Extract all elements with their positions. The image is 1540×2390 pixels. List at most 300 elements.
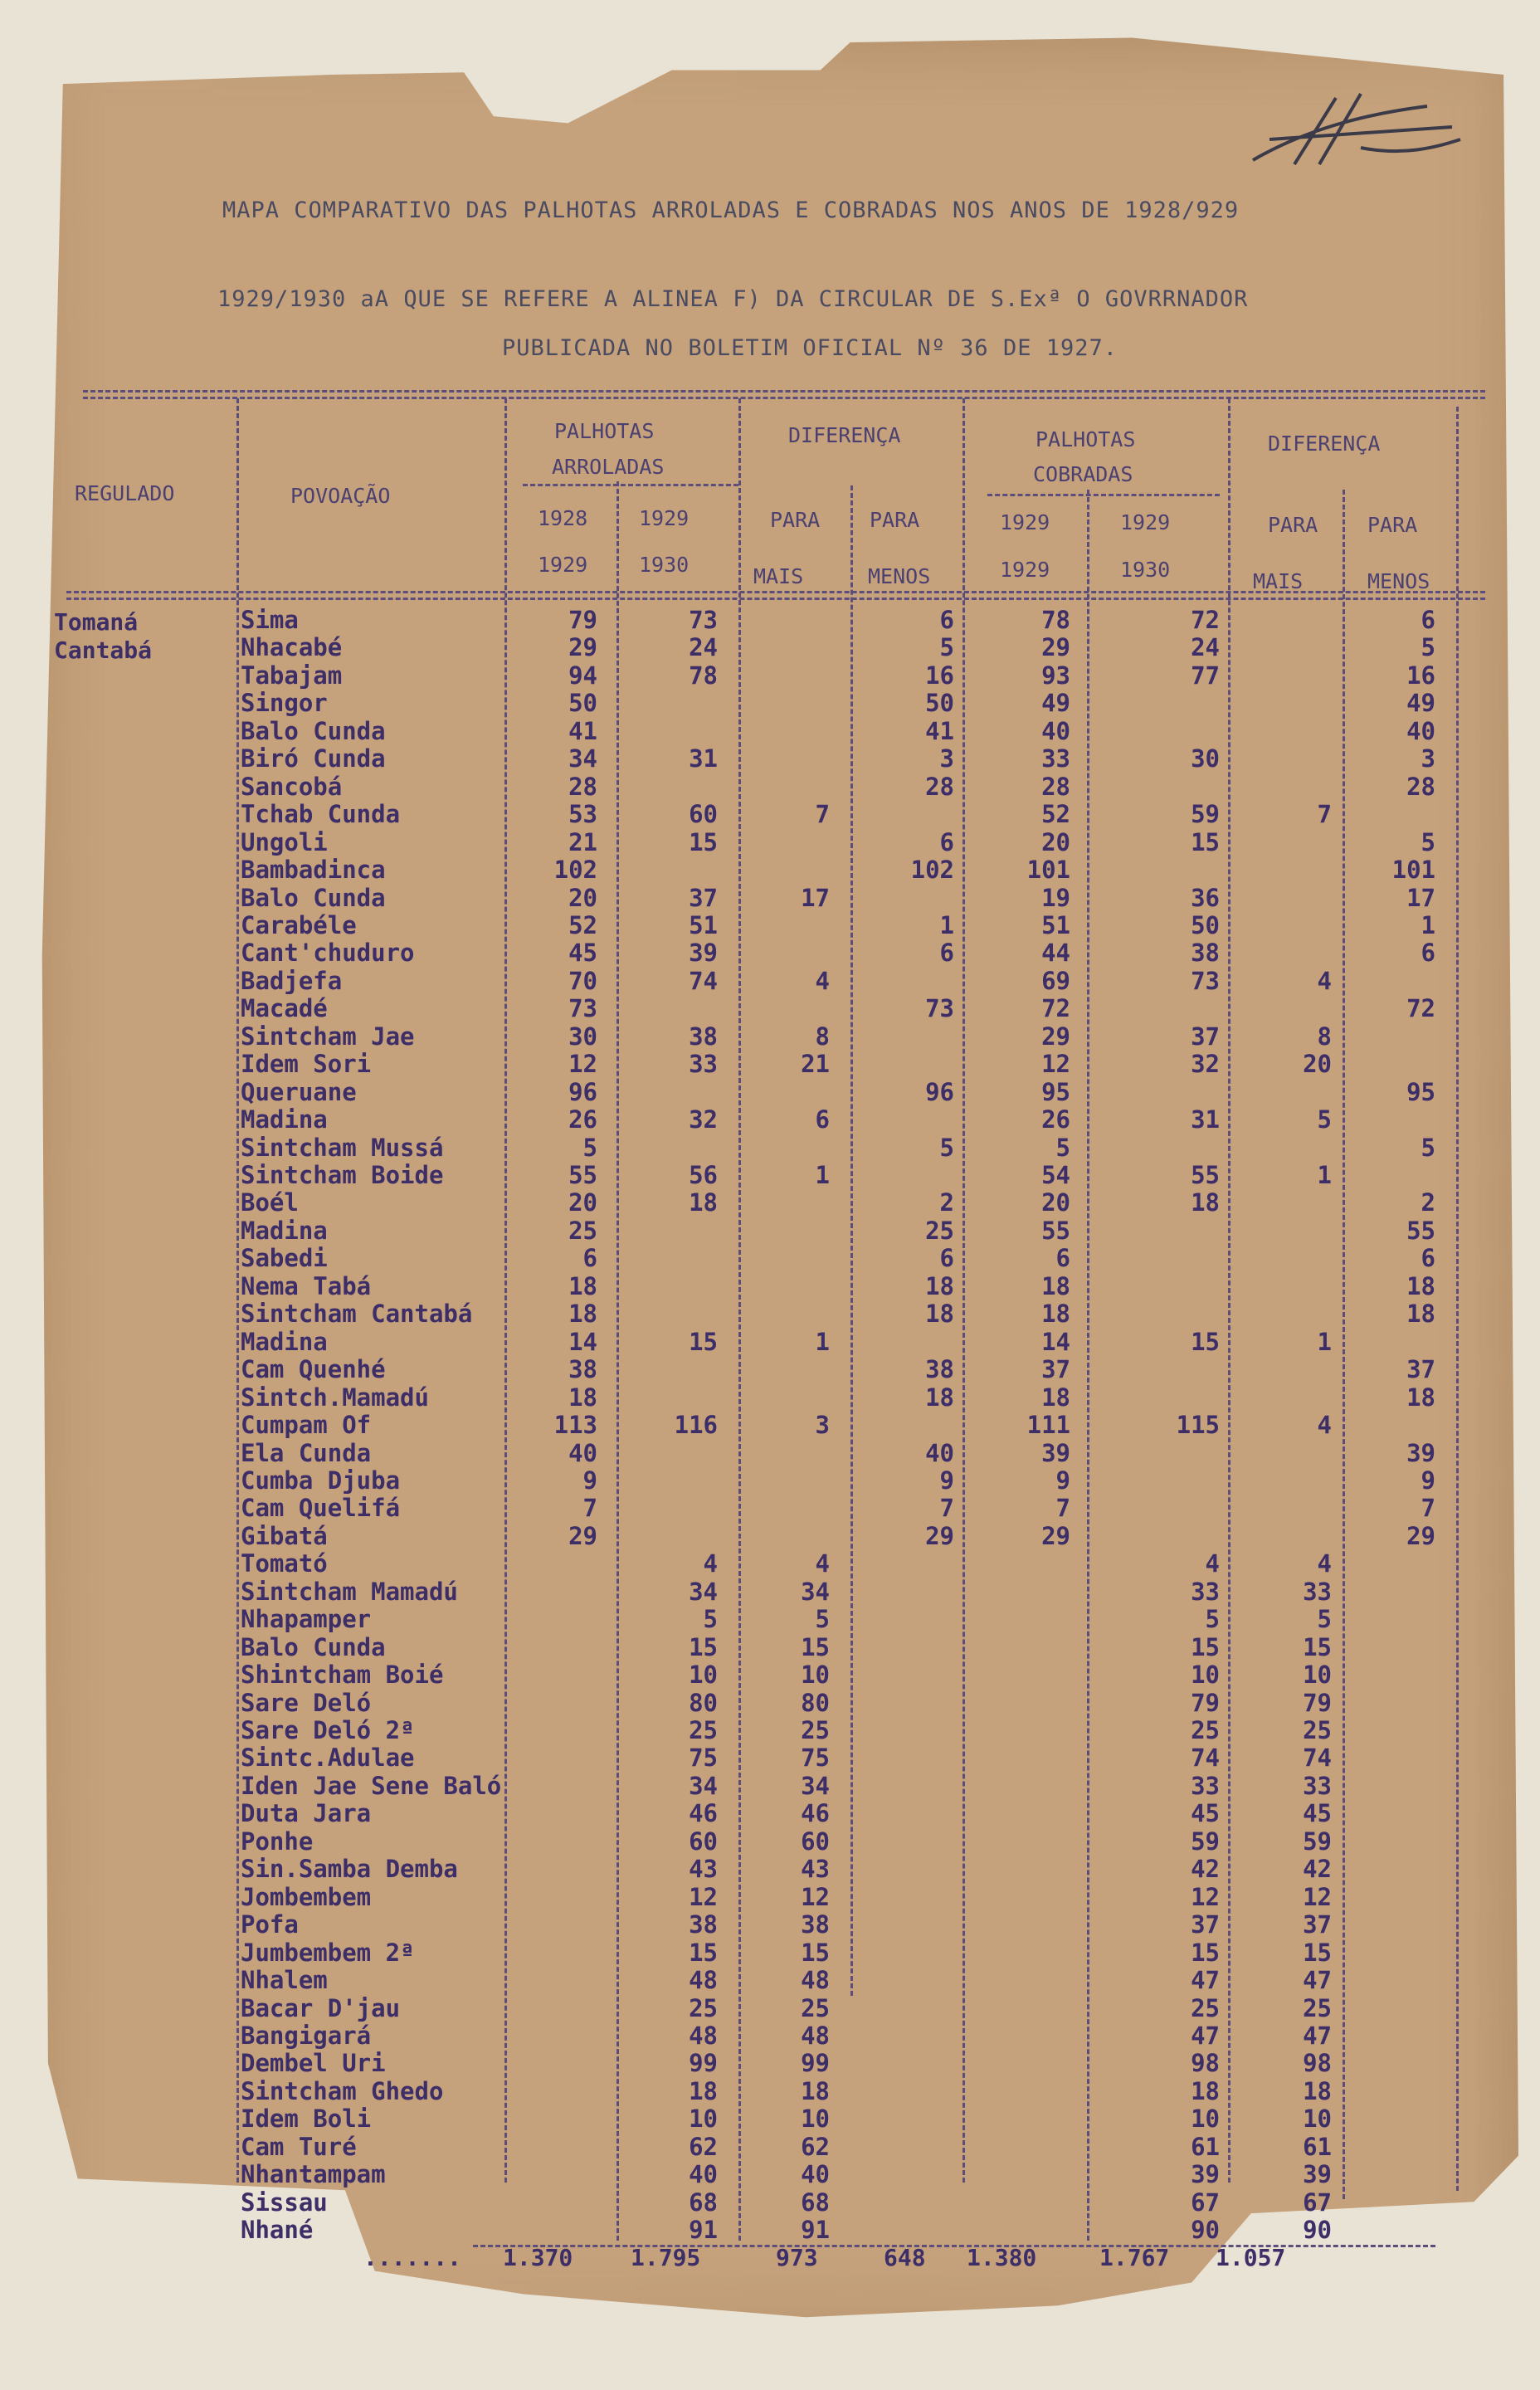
total-arroladas-1929: 1.795 bbox=[631, 2244, 701, 2271]
cobradas-1929-cell: 54 bbox=[1041, 1161, 1070, 1189]
dif-para-mais-cell: 6 bbox=[815, 1105, 830, 1134]
table-row bbox=[0, 995, 1540, 1022]
dif2-para-menos-cell: 3 bbox=[1421, 744, 1435, 773]
arroladas-1928-cell: 53 bbox=[568, 800, 597, 829]
table-row bbox=[0, 2161, 1540, 2188]
dif2-para-mais-cell: 4 bbox=[1317, 966, 1332, 995]
dif2-para-menos-cell: 17 bbox=[1406, 883, 1435, 912]
dif2-para-mais-cell: 25 bbox=[1303, 1993, 1332, 2022]
povoacao-cell: Sin.Samba Demba bbox=[241, 1855, 458, 1884]
povoacao-cell: Boél bbox=[241, 1188, 299, 1217]
povoacao-cell: Shintcham Boié bbox=[241, 1661, 444, 1690]
povoacao-cell: Nhané bbox=[241, 2216, 314, 2245]
dif2-para-menos-cell: 7 bbox=[1421, 1494, 1435, 1523]
povoacao-cell: Dembel Uri bbox=[241, 2049, 386, 2078]
header-year-1930: 1930 bbox=[639, 553, 690, 577]
dif-para-mais-cell: 1 bbox=[815, 1161, 830, 1189]
dif-para-menos-cell: 6 bbox=[939, 606, 954, 634]
cobradas-1930-cell: 37 bbox=[1191, 1022, 1220, 1051]
table-top-rule-2 bbox=[83, 397, 1485, 399]
total-dif-mais: 973 bbox=[776, 2244, 818, 2271]
cobradas-1930-cell: 25 bbox=[1191, 1993, 1220, 2022]
table-row bbox=[0, 1300, 1540, 1328]
cobradas-1930-cell: 33 bbox=[1191, 1771, 1220, 1800]
arroladas-1928-cell: 29 bbox=[568, 633, 597, 662]
povoacao-cell: Badjefa bbox=[241, 966, 343, 995]
cobradas-1929-cell: 95 bbox=[1041, 1077, 1070, 1106]
cobradas-1930-cell: 74 bbox=[1191, 1744, 1220, 1773]
dif-para-mais-cell: 1 bbox=[815, 1327, 830, 1356]
dif-para-menos-cell: 29 bbox=[925, 1521, 954, 1550]
povoacao-cell: Sima bbox=[241, 606, 299, 634]
table-row bbox=[0, 1245, 1540, 1272]
header-para-1: PARA bbox=[770, 508, 821, 532]
header-para-3: PARA bbox=[1268, 513, 1318, 537]
handwritten-signature bbox=[1236, 81, 1485, 181]
arroladas-1928-cell: 70 bbox=[568, 966, 597, 995]
table-row bbox=[0, 662, 1540, 690]
cobradas-1930-cell: 12 bbox=[1191, 1882, 1220, 1911]
cobradas-1929-cell: 29 bbox=[1041, 1521, 1070, 1550]
table-row bbox=[0, 1467, 1540, 1495]
table-row bbox=[0, 1717, 1540, 1744]
povoacao-cell: Iden Jae Sene Baló bbox=[241, 1771, 502, 1800]
dif-para-menos-cell: 18 bbox=[925, 1383, 954, 1412]
table-row bbox=[0, 1550, 1540, 1578]
table-row bbox=[0, 1189, 1540, 1217]
cobradas-1929-cell: 26 bbox=[1041, 1105, 1070, 1134]
cobradas-1929-cell: 37 bbox=[1041, 1355, 1070, 1384]
arroladas-1928-cell: 30 bbox=[568, 1022, 597, 1051]
header-cobr-1929a: 1929 bbox=[1000, 510, 1050, 534]
arroladas-1929-cell: 31 bbox=[689, 744, 718, 773]
dif-para-mais-cell: 99 bbox=[801, 2049, 830, 2078]
dif2-para-mais-cell: 37 bbox=[1303, 1910, 1332, 1939]
cobradas-1930-cell: 15 bbox=[1191, 1632, 1220, 1661]
dif2-para-mais-cell: 1 bbox=[1317, 1327, 1332, 1356]
dif-para-menos-cell: 73 bbox=[925, 994, 954, 1023]
header-regulado: REGULADO bbox=[75, 481, 175, 505]
arroladas-1929-cell: 24 bbox=[689, 633, 718, 662]
arroladas-1929-cell: 60 bbox=[689, 800, 718, 829]
arroladas-1929-cell: 75 bbox=[689, 1744, 718, 1773]
table-row bbox=[0, 1911, 1540, 1939]
dif-para-menos-cell: 102 bbox=[910, 856, 954, 885]
povoacao-cell: Tchab Cunda bbox=[241, 800, 401, 829]
cobradas-1929-cell: 29 bbox=[1041, 1022, 1070, 1051]
header-cobradas-1: PALHOTAS bbox=[1036, 427, 1136, 451]
dif-para-mais-cell: 40 bbox=[801, 2160, 830, 2189]
arroladas-1929-cell: 80 bbox=[689, 1688, 718, 1717]
total-arroladas-1928: 1.370 bbox=[503, 2244, 573, 2271]
arroladas-1928-cell: 18 bbox=[568, 1383, 597, 1412]
dif2-para-menos-cell: 18 bbox=[1406, 1271, 1435, 1300]
cobradas-1930-cell: 18 bbox=[1191, 2076, 1220, 2105]
povoacao-cell: Cumba Djuba bbox=[241, 1466, 401, 1495]
arroladas-1929-cell: 15 bbox=[689, 827, 718, 856]
table-row bbox=[0, 690, 1540, 717]
povoacao-cell: Gibatá bbox=[241, 1521, 328, 1550]
table-row bbox=[0, 2189, 1540, 2217]
dif2-para-mais-cell: 10 bbox=[1303, 2105, 1332, 2134]
cobradas-1929-cell: 78 bbox=[1041, 606, 1070, 634]
table-row bbox=[0, 1384, 1540, 1412]
cobradas-1930-cell: 38 bbox=[1191, 939, 1220, 968]
arroladas-1928-cell: 41 bbox=[568, 716, 597, 745]
cobradas-1930-cell: 115 bbox=[1176, 1411, 1220, 1440]
povoacao-cell: Balo Cunda bbox=[241, 1632, 386, 1661]
povoacao-cell: Madina bbox=[241, 1327, 328, 1356]
arroladas-1928-cell: 14 bbox=[568, 1327, 597, 1356]
table-row bbox=[0, 968, 1540, 995]
cobradas-1930-cell: 90 bbox=[1191, 2216, 1220, 2245]
arroladas-1929-cell: 56 bbox=[689, 1161, 718, 1189]
cobradas-1929-cell: 5 bbox=[1055, 1133, 1070, 1162]
arroladas-1929-cell: 43 bbox=[689, 1855, 718, 1884]
table-row bbox=[0, 1884, 1540, 1911]
cobradas-1929-cell: 6 bbox=[1055, 1244, 1070, 1273]
povoacao-cell: Cam Quenhé bbox=[241, 1355, 386, 1384]
regulado-name: Tomaná Cantabá bbox=[54, 608, 153, 664]
dif-para-menos-cell: 40 bbox=[925, 1438, 954, 1467]
dif2-para-mais-cell: 5 bbox=[1317, 1605, 1332, 1634]
table-row bbox=[0, 1217, 1540, 1245]
dif-para-mais-cell: 4 bbox=[815, 966, 830, 995]
arroladas-1928-cell: 29 bbox=[568, 1521, 597, 1550]
arroladas-1928-cell: 96 bbox=[568, 1077, 597, 1106]
table-row bbox=[0, 1773, 1540, 1800]
cobradas-1930-cell: 32 bbox=[1191, 1050, 1220, 1079]
arroladas-rule bbox=[523, 484, 738, 486]
dif-para-menos-cell: 6 bbox=[939, 939, 954, 968]
arroladas-1928-cell: 20 bbox=[568, 883, 597, 912]
povoacao-cell: Nhapamper bbox=[241, 1605, 372, 1634]
arroladas-1929-cell: 38 bbox=[689, 1022, 718, 1051]
dif2-para-menos-cell: 2 bbox=[1421, 1188, 1435, 1217]
povoacao-cell: Cumpam Of bbox=[241, 1411, 372, 1440]
cobradas-1930-cell: 42 bbox=[1191, 1855, 1220, 1884]
arroladas-1928-cell: 18 bbox=[568, 1271, 597, 1300]
povoacao-cell: Duta Jara bbox=[241, 1799, 372, 1828]
dif2-para-menos-cell: 40 bbox=[1406, 716, 1435, 745]
arroladas-1929-cell: 32 bbox=[689, 1105, 718, 1134]
table-row bbox=[0, 1412, 1540, 1439]
povoacao-cell: Idem Sori bbox=[241, 1050, 372, 1079]
cobradas-1929-cell: 55 bbox=[1041, 1216, 1070, 1245]
cobradas-1929-cell: 20 bbox=[1041, 1188, 1070, 1217]
header-bottom-rule-2 bbox=[66, 598, 1485, 600]
povoacao-cell: Macadé bbox=[241, 994, 328, 1023]
povoacao-cell: Nhantampam bbox=[241, 2160, 386, 2189]
table-row bbox=[0, 1828, 1540, 1856]
dif2-para-mais-cell: 47 bbox=[1303, 2021, 1332, 2050]
cobradas-1929-cell: 33 bbox=[1041, 744, 1070, 773]
header-para-4: PARA bbox=[1367, 513, 1418, 537]
dif2-para-menos-cell: 9 bbox=[1421, 1466, 1435, 1495]
dif2-para-mais-cell: 10 bbox=[1303, 1661, 1332, 1690]
dif-para-menos-cell: 25 bbox=[925, 1216, 954, 1245]
dif-para-menos-cell: 2 bbox=[939, 1188, 954, 1217]
cobradas-1929-cell: 51 bbox=[1041, 910, 1070, 939]
arroladas-1928-cell: 102 bbox=[553, 856, 597, 885]
arroladas-1928-cell: 50 bbox=[568, 689, 597, 718]
cobradas-1930-cell: 55 bbox=[1191, 1161, 1220, 1189]
title-line-3: PUBLICADA NO BOLETIM OFICIAL Nº 36 DE 1927. bbox=[502, 335, 1118, 361]
cobradas-1930-cell: 18 bbox=[1191, 1188, 1220, 1217]
dif-para-mais-cell: 91 bbox=[801, 2216, 830, 2245]
povoacao-cell: Nema Tabá bbox=[241, 1271, 372, 1300]
cobradas-1929-cell: 93 bbox=[1041, 661, 1070, 690]
dif2-para-menos-cell: 5 bbox=[1421, 827, 1435, 856]
dif-para-mais-cell: 48 bbox=[801, 1966, 830, 1995]
header-mais-1: MAIS bbox=[753, 564, 804, 588]
dif2-para-menos-cell: 55 bbox=[1406, 1216, 1435, 1245]
table-row bbox=[0, 1523, 1540, 1550]
cobradas-1930-cell: 30 bbox=[1191, 744, 1220, 773]
dif2-para-mais-cell: 5 bbox=[1317, 1105, 1332, 1134]
povoacao-cell: Jumbembem 2ª bbox=[241, 1938, 415, 1967]
header-menos-1: MENOS bbox=[868, 564, 931, 588]
dif2-para-menos-cell: 49 bbox=[1406, 689, 1435, 718]
dif-para-mais-cell: 3 bbox=[815, 1411, 830, 1440]
cobradas-1930-cell: 59 bbox=[1191, 1827, 1220, 1856]
cobradas-1930-cell: 72 bbox=[1191, 606, 1220, 634]
povoacao-cell: Bacar D'jau bbox=[241, 1993, 401, 2022]
dif-para-mais-cell: 62 bbox=[801, 2132, 830, 2161]
table-row bbox=[0, 801, 1540, 828]
header-cobr-1929c: 1929 bbox=[1000, 558, 1050, 582]
cobradas-1929-cell: 12 bbox=[1041, 1050, 1070, 1079]
arroladas-1928-cell: 79 bbox=[568, 606, 597, 634]
dif-para-mais-cell: 8 bbox=[815, 1022, 830, 1051]
povoacao-cell: Sissau bbox=[241, 2188, 328, 2217]
dif-para-mais-cell: 15 bbox=[801, 1938, 830, 1967]
title-line-2: 1929/1930 aA QUE SE REFERE A ALINEA F) DA CIRCULAR DE S.Exª O GOVRRNADOR bbox=[217, 286, 1249, 312]
header-diferenca-1: DIFERENÇA bbox=[788, 423, 901, 447]
povoacao-cell: Ela Cunda bbox=[241, 1438, 372, 1467]
cobradas-1929-cell: 39 bbox=[1041, 1438, 1070, 1467]
total-cobradas-1930: 1.767 bbox=[1099, 2244, 1170, 2271]
arroladas-1928-cell: 55 bbox=[568, 1161, 597, 1189]
dif2-para-mais-cell: 90 bbox=[1303, 2216, 1332, 2245]
cobradas-1929-cell: 111 bbox=[1026, 1411, 1070, 1440]
arroladas-1929-cell: 68 bbox=[689, 2188, 718, 2217]
table-row bbox=[0, 1634, 1540, 1661]
dif2-para-menos-cell: 18 bbox=[1406, 1383, 1435, 1412]
arroladas-1929-cell: 74 bbox=[689, 966, 718, 995]
table-row bbox=[0, 2134, 1540, 2161]
arroladas-1929-cell: 40 bbox=[689, 2160, 718, 2189]
dif-para-mais-cell: 60 bbox=[801, 1827, 830, 1856]
total-dif-menos: 648 bbox=[884, 2244, 926, 2271]
dif-para-mais-cell: 48 bbox=[801, 2021, 830, 2050]
povoacao-cell: Nhacabé bbox=[241, 633, 343, 662]
cobradas-1929-cell: 101 bbox=[1026, 856, 1070, 885]
header-cobr-1930: 1930 bbox=[1120, 558, 1171, 582]
table-row bbox=[0, 1051, 1540, 1078]
cobradas-1930-cell: 50 bbox=[1191, 910, 1220, 939]
cobradas-1929-cell: 20 bbox=[1041, 827, 1070, 856]
header-arroladas-2: ARROLADAS bbox=[552, 455, 665, 479]
cobradas-1929-cell: 18 bbox=[1041, 1271, 1070, 1300]
arroladas-1929-cell: 73 bbox=[689, 606, 718, 634]
arroladas-1928-cell: 12 bbox=[568, 1050, 597, 1079]
cobradas-1930-cell: 33 bbox=[1191, 1577, 1220, 1606]
cobradas-1929-cell: 18 bbox=[1041, 1300, 1070, 1329]
dif-para-menos-cell: 38 bbox=[925, 1355, 954, 1384]
cobradas-1930-cell: 47 bbox=[1191, 2021, 1220, 2050]
cobradas-1929-cell: 18 bbox=[1041, 1383, 1070, 1412]
table-row bbox=[0, 939, 1540, 967]
table-row bbox=[0, 912, 1540, 939]
dif2-para-mais-cell: 25 bbox=[1303, 1716, 1332, 1744]
table-row bbox=[0, 1023, 1540, 1051]
dif-para-mais-cell: 12 bbox=[801, 1882, 830, 1911]
arroladas-1928-cell: 18 bbox=[568, 1300, 597, 1329]
dif2-para-mais-cell: 67 bbox=[1303, 2188, 1332, 2217]
povoacao-cell: Sintc.Adulae bbox=[241, 1744, 415, 1773]
cobradas-1930-cell: 25 bbox=[1191, 1716, 1220, 1744]
povoacao-cell: Sintch.Mamadú bbox=[241, 1383, 429, 1412]
arroladas-1928-cell: 28 bbox=[568, 772, 597, 801]
povoacao-cell: Sintcham Mamadú bbox=[241, 1577, 458, 1606]
table-row bbox=[0, 1356, 1540, 1383]
table-row bbox=[0, 1606, 1540, 1633]
arroladas-1929-cell: 33 bbox=[689, 1050, 718, 1079]
arroladas-1929-cell: 15 bbox=[689, 1938, 718, 1967]
arroladas-1929-cell: 25 bbox=[689, 1993, 718, 2022]
cobradas-1929-cell: 44 bbox=[1041, 939, 1070, 968]
table-row bbox=[0, 1273, 1540, 1300]
arroladas-1929-cell: 10 bbox=[689, 1661, 718, 1690]
povoacao-cell: Cant'chuduro bbox=[241, 939, 415, 968]
dif-para-mais-cell: 34 bbox=[801, 1577, 830, 1606]
cobradas-1930-cell: 45 bbox=[1191, 1799, 1220, 1828]
dif-para-menos-cell: 28 bbox=[925, 772, 954, 801]
cobradas-1930-cell: 36 bbox=[1191, 883, 1220, 912]
table-row bbox=[0, 1690, 1540, 1717]
dif2-para-menos-cell: 29 bbox=[1406, 1521, 1435, 1550]
dif2-para-mais-cell: 74 bbox=[1303, 1744, 1332, 1773]
dif-para-mais-cell: 46 bbox=[801, 1799, 830, 1828]
table-row bbox=[0, 634, 1540, 661]
dif2-para-mais-cell: 1 bbox=[1317, 1161, 1332, 1189]
povoacao-cell: Tabajam bbox=[241, 661, 343, 690]
dif-para-menos-cell: 6 bbox=[939, 827, 954, 856]
arroladas-1929-cell: 18 bbox=[689, 1188, 718, 1217]
arroladas-1928-cell: 38 bbox=[568, 1355, 597, 1384]
header-year-1929a: 1929 bbox=[639, 506, 690, 530]
cobradas-1929-cell: 19 bbox=[1041, 883, 1070, 912]
arroladas-1929-cell: 5 bbox=[703, 1605, 718, 1634]
table-row bbox=[0, 1162, 1540, 1189]
dif2-para-mais-cell: 18 bbox=[1303, 2076, 1332, 2105]
totals-rule bbox=[473, 2245, 1435, 2247]
cobradas-1930-cell: 67 bbox=[1191, 2188, 1220, 2217]
povoacao-cell: Tomató bbox=[241, 1549, 328, 1578]
dif-para-menos-cell: 9 bbox=[939, 1466, 954, 1495]
cobradas-1929-cell: 29 bbox=[1041, 633, 1070, 662]
table-row bbox=[0, 1800, 1540, 1827]
dif2-para-mais-cell: 8 bbox=[1317, 1022, 1332, 1051]
cobradas-1930-cell: 4 bbox=[1205, 1549, 1220, 1578]
povoacao-cell: Sare Deló 2ª bbox=[241, 1716, 415, 1744]
arroladas-1929-cell: 99 bbox=[689, 2049, 718, 2078]
table-row bbox=[0, 2217, 1540, 2244]
arroladas-1929-cell: 34 bbox=[689, 1577, 718, 1606]
header-menos-2: MENOS bbox=[1367, 569, 1430, 593]
cobradas-1930-cell: 15 bbox=[1191, 827, 1220, 856]
cobradas-1930-cell: 15 bbox=[1191, 1327, 1220, 1356]
cobradas-1930-cell: 10 bbox=[1191, 2105, 1220, 2134]
table-row bbox=[0, 2078, 1540, 2105]
arroladas-1929-cell: 91 bbox=[689, 2216, 718, 2245]
arroladas-1928-cell: 9 bbox=[582, 1466, 597, 1495]
dif2-para-mais-cell: 4 bbox=[1317, 1411, 1332, 1440]
arroladas-1929-cell: 12 bbox=[689, 1882, 718, 1911]
cobradas-1930-cell: 24 bbox=[1191, 633, 1220, 662]
cobradas-1930-cell: 77 bbox=[1191, 661, 1220, 690]
dif2-para-mais-cell: 33 bbox=[1303, 1577, 1332, 1606]
arroladas-1929-cell: 48 bbox=[689, 2021, 718, 2050]
arroladas-1929-cell: 37 bbox=[689, 883, 718, 912]
povoacao-cell: Sancobá bbox=[241, 772, 343, 801]
povoacao-cell: Balo Cunda bbox=[241, 883, 386, 912]
povoacao-cell: Queruane bbox=[241, 1077, 357, 1106]
dif-para-mais-cell: 75 bbox=[801, 1744, 830, 1773]
arroladas-1928-cell: 113 bbox=[553, 1411, 597, 1440]
dif-para-mais-cell: 25 bbox=[801, 1716, 830, 1744]
dif2-para-menos-cell: 5 bbox=[1421, 633, 1435, 662]
cobradas-rule bbox=[987, 494, 1220, 496]
povoacao-cell: Cam Turé bbox=[241, 2132, 357, 2161]
povoacao-cell: Carabéle bbox=[241, 910, 357, 939]
cobradas-1929-cell: 7 bbox=[1055, 1494, 1070, 1523]
dif-para-menos-cell: 96 bbox=[925, 1077, 954, 1106]
dif2-para-menos-cell: 6 bbox=[1421, 1244, 1435, 1273]
cobradas-1929-cell: 52 bbox=[1041, 800, 1070, 829]
dif-para-mais-cell: 10 bbox=[801, 1661, 830, 1690]
arroladas-1929-cell: 38 bbox=[689, 1910, 718, 1939]
cobradas-1929-cell: 72 bbox=[1041, 994, 1070, 1023]
dif2-para-mais-cell: 45 bbox=[1303, 1799, 1332, 1828]
title-line-1: MAPA COMPARATIVO DAS PALHOTAS ARROLADAS E COBRADAS NOS ANOS DE 1928/929 bbox=[222, 198, 1240, 223]
header-mais-2: MAIS bbox=[1253, 569, 1304, 593]
povoacao-cell: Sintcham Mussá bbox=[241, 1133, 444, 1162]
arroladas-1928-cell: 21 bbox=[568, 827, 597, 856]
arroladas-1929-cell: 4 bbox=[703, 1549, 718, 1578]
total-dif2-mais: 1.057 bbox=[1216, 2244, 1286, 2271]
cobradas-1930-cell: 47 bbox=[1191, 1966, 1220, 1995]
table-row bbox=[0, 773, 1540, 801]
dif2-para-mais-cell: 47 bbox=[1303, 1966, 1332, 1995]
cobradas-1929-cell: 69 bbox=[1041, 966, 1070, 995]
table-row bbox=[0, 745, 1540, 773]
cobradas-1930-cell: 39 bbox=[1191, 2160, 1220, 2189]
povoacao-cell: Jombembem bbox=[241, 1882, 372, 1911]
header-cobr-1929b: 1929 bbox=[1120, 510, 1171, 534]
table-row bbox=[0, 856, 1540, 884]
arroladas-1929-cell: 39 bbox=[689, 939, 718, 968]
dif2-para-mais-cell: 39 bbox=[1303, 2160, 1332, 2189]
table-row bbox=[0, 1744, 1540, 1772]
povoacao-cell: Sintcham Boide bbox=[241, 1161, 444, 1189]
cobradas-1930-cell: 31 bbox=[1191, 1105, 1220, 1134]
dif2-para-mais-cell: 15 bbox=[1303, 1632, 1332, 1661]
cobradas-1929-cell: 14 bbox=[1041, 1327, 1070, 1356]
povoacao-cell: Balo Cunda bbox=[241, 716, 386, 745]
arroladas-1928-cell: 40 bbox=[568, 1438, 597, 1467]
